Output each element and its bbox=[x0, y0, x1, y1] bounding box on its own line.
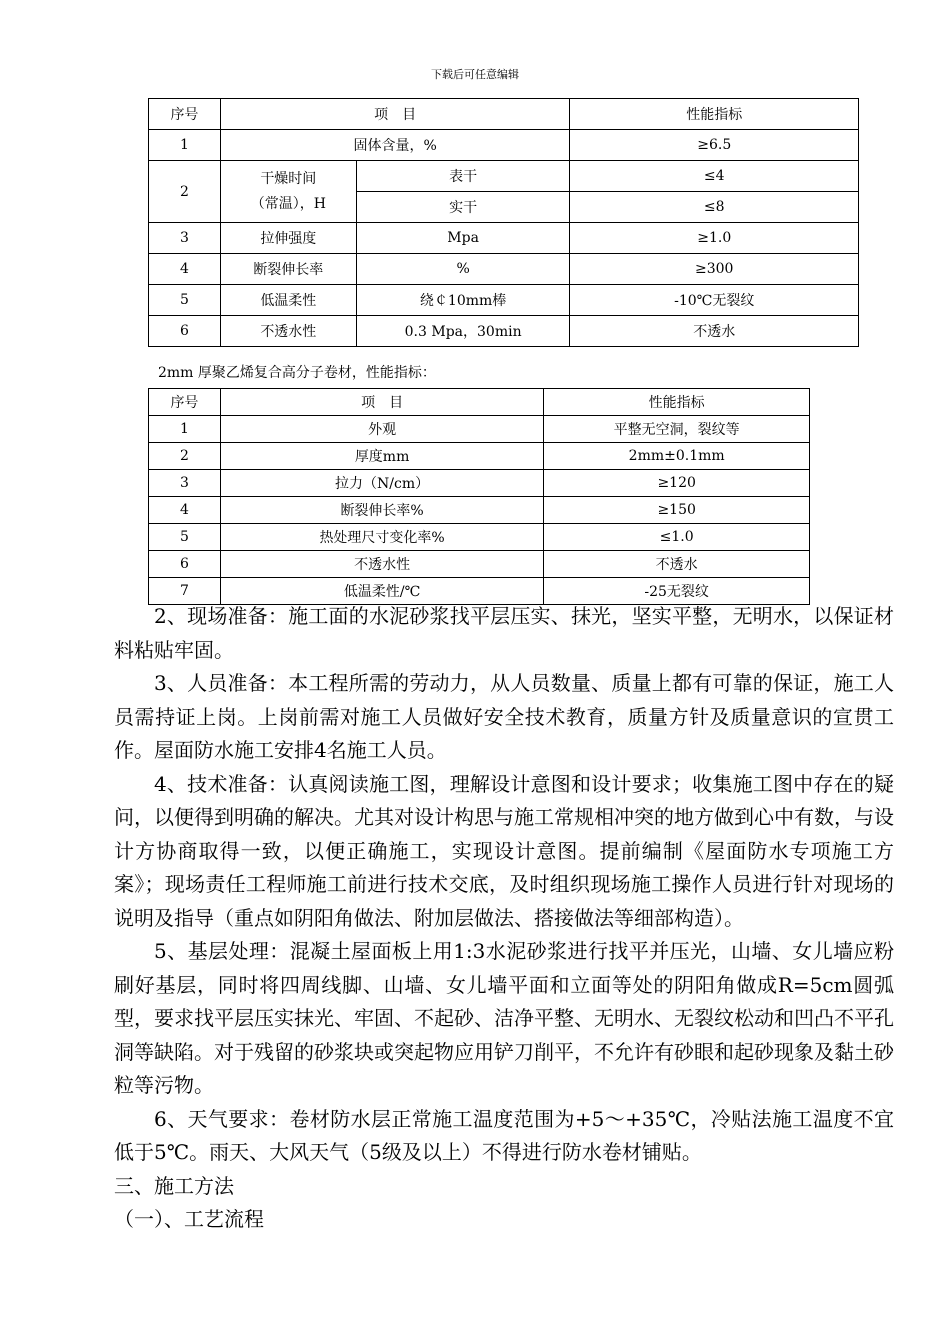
table-row bbox=[149, 524, 810, 551]
table-cell: 绕￠10mm棒 bbox=[356, 285, 570, 316]
table-cell: 拉力（N/cm） bbox=[220, 470, 543, 497]
table-cell: 不透水 bbox=[544, 551, 810, 578]
document-body bbox=[114, 600, 894, 1237]
table-cell: ≥1.0 bbox=[570, 223, 859, 254]
paragraph-staff-prep: 3、人员准备：本工程所需的劳动力，从人员数量、质量上都有可靠的保证，施工人员需持证上岗。上岗前需对施工人员做好安全技术教育，质量方针及质量意识的宣贯工作。屋面防水施工安排4名施工人员。 bbox=[114, 671, 894, 762]
table-cell: 固体含量，% bbox=[220, 130, 570, 161]
coating-performance-table bbox=[148, 98, 859, 347]
header-cell: 序号 bbox=[149, 99, 221, 130]
table-cell: ≥6.5 bbox=[570, 130, 859, 161]
table-header-row bbox=[149, 99, 859, 130]
table-cell: 实干 bbox=[356, 192, 570, 223]
table-cell: 1 bbox=[149, 416, 221, 443]
table-cell: % bbox=[356, 254, 570, 285]
header-cell: 序号 bbox=[149, 389, 221, 416]
table-cell: 不透水 bbox=[570, 316, 859, 347]
table-cell: 2 bbox=[149, 443, 221, 470]
table-cell: 5 bbox=[149, 524, 221, 551]
table-cell: 不透水性 bbox=[220, 316, 356, 347]
table-cell: 0.3 Mpa，30min bbox=[356, 316, 570, 347]
table-cell: 2 bbox=[149, 161, 221, 223]
table-row bbox=[149, 443, 810, 470]
table-row bbox=[149, 161, 859, 192]
table-cell: 拉伸强度 bbox=[220, 223, 356, 254]
sub-heading: （一）、工艺流程 bbox=[114, 1207, 264, 1231]
table-row bbox=[149, 285, 859, 316]
header-cell: 性能指标 bbox=[544, 389, 810, 416]
header-cell: 项 目 bbox=[220, 389, 543, 416]
table-cell: 1 bbox=[149, 130, 221, 161]
table-cell: ≥120 bbox=[544, 470, 810, 497]
paragraph-site-prep: 2、现场准备：施工面的水泥砂浆找平层压实、抹光，坚实平整，无明水，以保证材料粘贴牢固。 bbox=[114, 604, 894, 662]
page-header: 下载后可任意编辑 bbox=[431, 68, 519, 81]
table-cell: ≥300 bbox=[570, 254, 859, 285]
header-cell: 性能指标 bbox=[570, 99, 859, 130]
table-cell: 外观 bbox=[220, 416, 543, 443]
table-cell: -10℃无裂纹 bbox=[570, 285, 859, 316]
table-cell: 3 bbox=[149, 223, 221, 254]
header-cell: 项 目 bbox=[220, 99, 570, 130]
section-heading: 三、施工方法 bbox=[114, 1173, 234, 1198]
table-cell: 7 bbox=[149, 578, 221, 605]
table-row bbox=[149, 551, 810, 578]
table-cell: 断裂伸长率 bbox=[220, 254, 356, 285]
table-row bbox=[149, 416, 810, 443]
table-cell: 不透水性 bbox=[220, 551, 543, 578]
table-row bbox=[149, 316, 859, 347]
table-cell: 3 bbox=[149, 470, 221, 497]
table-row bbox=[149, 470, 810, 497]
table-cell: 低温柔性 bbox=[220, 285, 356, 316]
table-cell: 厚度mm bbox=[220, 443, 543, 470]
table-cell: 6 bbox=[149, 316, 221, 347]
paragraph-base-treatment: 5、基层处理：混凝土屋面板上用1:3水泥砂浆进行找平并压光，山墙、女儿墙应粉刷好基层，同时将四周线脚、山墙、女儿墙平面和立面等处的阴阳角做成R=5cm圆弧型，要求找平层压实抹光、牢固、不起砂、洁净平整、无明水、无裂纹松动和凹凸不平孔洞等缺陷。对于残留的砂浆块或突起物应用铲刀削平，不允许有砂眼和起砂现象及黏土砂粒等污物。 bbox=[114, 939, 894, 1097]
table-cell: 低温柔性/℃ bbox=[220, 578, 543, 605]
table-cell: 6 bbox=[149, 551, 221, 578]
table-cell: ≥150 bbox=[544, 497, 810, 524]
table-cell: 4 bbox=[149, 254, 221, 285]
table-cell: 2mm±0.1mm bbox=[544, 443, 810, 470]
table-row bbox=[149, 130, 859, 161]
table-cell: ≤1.0 bbox=[544, 524, 810, 551]
table-row bbox=[149, 497, 810, 524]
table-cell: ≤8 bbox=[570, 192, 859, 223]
table-cell: 热处理尺寸变化率% bbox=[220, 524, 543, 551]
paragraph-tech-prep: 4、技术准备：认真阅读施工图，理解设计意图和设计要求；收集施工图中存在的疑问，以便得到明确的解决。尤其对设计构思与施工常规相冲突的地方做到心中有数，与设计方协商取得一致，以便正确施工，实现设计意图。提前编制《屋面防水专项施工方案》；现场责任工程师施工前进行技术交底，及时组织现场施工操作人员进行针对现场的说明及指导（重点如阴阳角做法、附加层做法、搭接做法等细部构造）。 bbox=[114, 771, 894, 930]
membrane-performance-table bbox=[148, 388, 810, 605]
table-cell: -25无裂纹 bbox=[544, 578, 810, 605]
table-cell: ≤4 bbox=[570, 161, 859, 192]
table-cell: 平整无空洞，裂纹等 bbox=[544, 416, 810, 443]
table-row bbox=[149, 254, 859, 285]
table-cell: 5 bbox=[149, 285, 221, 316]
table-cell: Mpa bbox=[356, 223, 570, 254]
table-cell: 干燥时间（常温），H bbox=[220, 161, 356, 223]
paragraph-weather: 6、天气要求：卷材防水层正常施工温度范围为+5～+35℃，冷贴法施工温度不宜低于5℃。雨天、大风天气（5级及以上）不得进行防水卷材铺贴。 bbox=[114, 1106, 894, 1164]
table-cell: 断裂伸长率% bbox=[220, 497, 543, 524]
table2-caption: 2mm 厚聚乙烯复合高分子卷材，性能指标： bbox=[158, 365, 436, 381]
table-cell: 4 bbox=[149, 497, 221, 524]
table-cell: 表干 bbox=[356, 161, 570, 192]
table-header-row bbox=[149, 389, 810, 416]
table-row bbox=[149, 223, 859, 254]
